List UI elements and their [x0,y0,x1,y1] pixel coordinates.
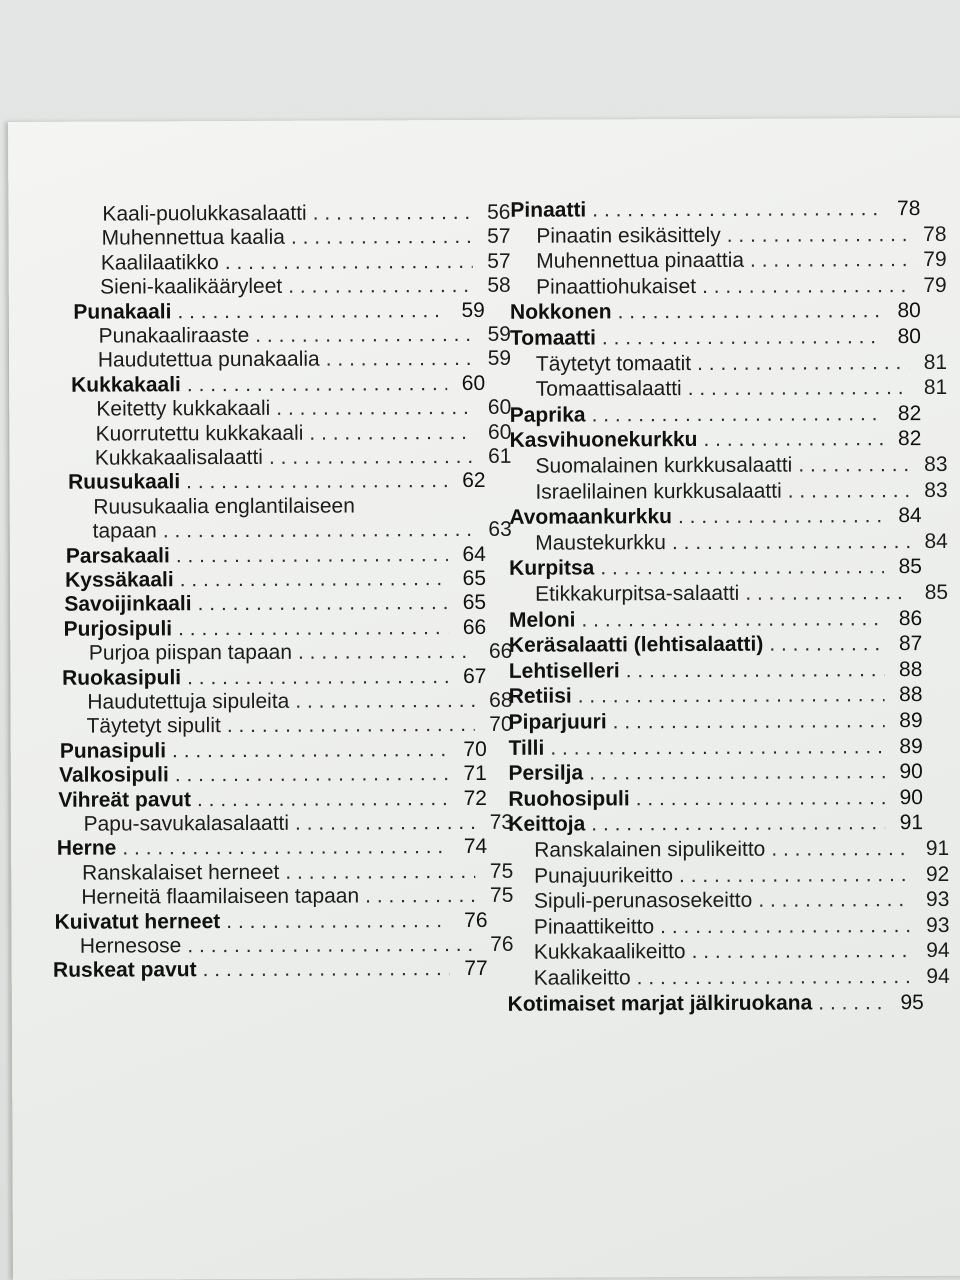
toc-entry-title: Ruskeat pavut [52,958,197,983]
dot-leader [702,273,909,300]
dot-leader [672,529,910,556]
dot-leader [697,350,909,377]
toc-entry-page-number: 92 [925,862,950,886]
dot-leader [187,664,448,691]
toc-entry-page-number: 71 [463,762,487,786]
toc-entry [508,938,950,966]
dot-leader [187,932,475,959]
toc-entry-page-number: 72 [463,786,487,810]
toc-entry-page-number: 88 [899,683,923,707]
toc-entry-page-number: 87 [898,632,923,656]
toc-entry-page-number: 60 [487,420,512,444]
toc-entry-title: Piparjuuri [508,710,607,734]
toc-entry-title: tapaan [92,519,157,543]
toc-entry-title: Kuorrutettu kukkakaali [95,421,304,446]
dot-leader [288,273,473,300]
toc-entry-title: Maustekurkku [535,530,667,555]
toc-entry-title: Sipuli-perunasosekeitto [533,888,753,913]
dot-leader [602,324,883,351]
book-page [8,118,960,1280]
dot-leader [177,298,446,325]
dot-leader [703,427,883,454]
toc-entry-title: Ruusukaalia englantilaiseen [93,494,355,519]
dot-leader [637,964,912,991]
dot-leader [600,555,884,582]
dot-leader [626,657,885,684]
toc-entry-page-number: 85 [898,555,922,579]
toc-entry-page-number: 63 [488,517,512,542]
toc-entry-title: Lehtiselleri [508,659,620,683]
toc-entry-title: Persilja [508,761,584,786]
toc-entry-page-number: 80 [897,299,921,323]
toc-entry-title: Paprika [509,403,586,427]
toc-entry [509,657,923,685]
toc-entry [509,452,947,480]
dot-leader [613,708,885,735]
dot-leader [276,395,473,422]
toc-entry-page-number: 81 [923,350,948,374]
dot-leader [589,759,885,786]
dot-leader [581,606,884,633]
toc-entry-page-number: 70 [463,737,487,761]
dot-leader [769,631,884,658]
toc-entry-page-number: 83 [924,478,948,502]
toc-entry [510,247,946,275]
toc-entry [510,298,921,326]
dot-leader [309,420,473,447]
toc-entry-title: Täytetyt tomaatit [535,351,692,376]
toc-entry-title: Ruohosipuli [508,787,630,811]
toc-entry-page-number: 60 [487,395,512,420]
dot-leader [745,580,910,607]
toc-entry-title: Purjosipuli [63,617,173,641]
toc-entry [509,631,923,659]
toc-entry-page-number: 84 [924,529,948,553]
toc-entry-title: Kukkakaalikeitto [533,940,686,965]
dot-leader [578,683,885,710]
toc-entry [509,708,923,736]
toc-entry-page-number: 59 [487,322,511,346]
dot-leader [180,566,448,593]
toc-entry-title: Parsakaali [65,543,170,568]
toc-entry [58,786,487,814]
dot-leader [678,503,884,530]
toc-entry-title: Sieni-kaalikääryleet [100,274,283,299]
toc-entry-title: Kuivatut herneet [54,909,221,934]
dot-leader [203,956,450,983]
dot-leader [285,859,475,886]
toc-entry-page-number: 64 [462,542,486,566]
toc-entry-title: Ranskalainen sipulikeitto [534,837,766,862]
toc-entry-page-number: 85 [924,580,949,605]
toc-entry-title: Kukkakaali [71,373,181,397]
dot-leader [295,810,475,837]
toc-entry-title: Retiisi [508,684,572,709]
toc-entry-title: Kaali-puolukkasalaatti [102,201,307,226]
toc-entry-page-number: 75 [489,859,514,883]
toc-entry [59,761,487,789]
toc-entry [64,615,487,643]
dot-leader [175,761,449,788]
toc-entry-title: Pinaatin esikäsittely [536,223,721,248]
toc-entry-page-number: 93 [925,888,950,912]
dot-leader [750,247,909,274]
toc-entry-page-number: 59 [461,298,485,322]
toc-entry-page-number: 66 [462,615,487,639]
toc-entry [71,371,485,399]
toc-entry [509,529,948,557]
dot-leader [592,401,884,428]
toc-entry-page-number: 90 [899,760,923,784]
toc-entry-page-number: 68 [489,688,513,712]
toc-entry [68,468,486,496]
dot-leader [592,196,882,223]
toc-entry-page-number: 76 [490,932,514,956]
dot-leader [591,811,885,838]
dot-leader [172,737,449,764]
toc-entry-title: Avomaankurkku [509,505,672,530]
toc-entry-page-number: 91 [899,811,924,835]
toc-entry [508,785,923,813]
dot-leader [617,299,882,326]
toc-entry [509,554,922,582]
toc-entry [508,734,922,762]
toc-entry-page-number: 58 [487,273,511,298]
dot-leader [198,590,449,617]
toc-entry-page-number: 57 [487,249,511,273]
dot-leader [269,444,474,471]
toc-entry [510,375,947,403]
toc-entry-page-number: 82 [897,427,922,451]
toc-entry-title: Ruokasipuli [62,665,182,690]
toc-entry-page-number: 66 [488,639,513,664]
toc-entry-title: Valkosipuli [59,763,169,787]
toc-entry-title: Nokkonen [509,300,612,325]
toc-entry [509,682,923,710]
toc-entry-title: Täytetyt sipulit [86,714,221,739]
toc-entry [62,664,486,692]
dot-leader [255,322,473,349]
toc-entry-title: Savoijinkaali [64,592,192,617]
toc-entry-page-number: 59 [487,347,512,371]
dot-leader [176,542,448,569]
toc-entry-page-number: 83 [924,452,948,477]
dot-leader [225,249,473,276]
toc-entry-title: Papu-savukalasalaatti [83,811,290,836]
toc-entry [510,196,920,224]
toc-entry-title: Punakaali [73,299,172,324]
toc-entry [510,222,946,250]
dot-leader [197,786,449,813]
toc-entry-page-number: 61 [488,444,512,468]
dot-leader [636,785,885,812]
dot-leader [186,468,448,495]
dot-leader [818,990,886,1016]
dot-leader [798,452,909,478]
toc-entry [508,964,950,992]
toc-entry [53,956,488,984]
dot-leader [163,517,474,544]
toc-entry-page-number: 76 [464,908,488,932]
toc-entry-title: Keitetty kukkakaali [96,397,271,421]
toc-entry-title: Ranskalaiset herneet [81,860,280,885]
toc-entry [509,606,922,634]
toc-entry [510,426,922,454]
dot-leader [688,375,910,402]
toc-entry-page-number: 91 [925,836,950,861]
toc-entry-page-number: 65 [462,566,487,591]
toc-entry-title: Keittoja [508,812,586,837]
toc-entry [508,887,949,915]
dot-leader [788,478,910,505]
toc-entry-title: Pinaattikeitto [533,914,655,939]
dot-leader [227,712,475,739]
toc-entry-page-number: 75 [489,883,514,908]
toc-entry-title: Hernesose [79,934,182,958]
toc-entry-page-number: 60 [461,371,486,395]
toc-entry-title: Kurpitsa [509,556,595,581]
toc-entry-page-number: 57 [487,225,511,249]
toc-entry-title: Keräsalaatti (lehtisalaatti) [508,632,764,658]
toc-entry-title: Pinaatti [510,198,587,222]
toc-entry-page-number: 62 [462,469,486,493]
toc-entry-title: Punakaaliraaste [98,323,250,348]
toc-entry-page-number: 84 [898,504,922,528]
toc-entry-title: Herne [56,836,117,861]
toc-entry-title: Herneitä flaamilaiseen tapaan [81,884,360,909]
dot-leader [771,836,911,863]
toc-entry-title: Muhennettua pinaattia [536,248,745,273]
toc-entry-title: Etikkakurpitsa-salaatti [535,581,740,606]
toc-entry-page-number: 79 [923,273,947,297]
dot-leader [178,615,448,642]
toc-entry [73,298,485,326]
toc-entry-page-number: 67 [462,664,487,688]
toc-entry-title: Pinaattiohukaiset [536,274,697,299]
toc-entry [65,566,486,594]
toc-entry [508,836,949,864]
toc-entry-page-number: 78 [896,197,921,221]
toc-entry-title: Meloni [508,608,576,632]
toc-entry [510,349,947,377]
dot-leader [692,938,912,965]
toc-entry-title: Tomaattisalaatti [535,377,682,401]
toc-entry-title: Kaalilaatikko [100,250,219,275]
dot-leader [187,371,447,398]
toc-entry-page-number: 89 [899,709,923,733]
toc-entry-page-number: 94 [926,939,950,963]
toc-entry-page-number: 70 [489,713,513,737]
toc-entry-title: Kaalikeitto [533,966,631,990]
dot-leader [298,639,474,666]
dot-leader [295,688,474,715]
toc-entry-page-number: 89 [899,734,923,758]
dot-leader [550,734,885,761]
toc-entry-page-number: 77 [464,957,488,981]
toc-entry [508,913,950,941]
toc-entry [508,861,949,889]
toc-entry-title: Kyssäkaali [65,568,174,592]
toc-entry [510,273,947,301]
toc-entry-page-number: 88 [898,657,923,681]
dot-leader [226,908,449,935]
toc-entry-page-number: 56 [486,200,511,224]
dot-leader [727,222,909,249]
toc-entry-title: Haudutettuja sipuleita [87,689,290,714]
dot-leader [313,200,473,227]
toc-entry [508,759,923,787]
toc-entry-page-number: 65 [462,591,487,615]
toc-entry-page-number: 82 [897,401,922,425]
toc-entry [509,503,922,531]
dot-leader [679,862,911,889]
toc-entry [510,401,922,429]
dot-leader [291,224,473,251]
toc-entry-page-number: 86 [898,606,923,630]
toc-entry [509,580,948,608]
dot-leader [758,887,911,914]
dot-leader [660,913,911,940]
toc-entry-page-number: 78 [923,222,947,246]
dot-leader [326,346,473,373]
toc-entry-title: Kukkakaalisalaatti [94,445,264,470]
toc-entry [508,810,923,838]
toc-entry [66,542,486,570]
toc-entry-title: Haudutettua punakaalia [97,348,320,373]
toc-entry-title: Suomalainen kurkkusalaatti [535,453,793,478]
toc-entry-title: Kotimaiset marjat jälkiruokana [507,991,813,1016]
toc-entry-title: Punajuurikeitto [534,863,674,888]
toc-entry-page-number: 80 [897,325,921,349]
dot-leader [365,883,475,909]
toc-entry-title: Ruusukaali [68,470,181,495]
toc-entry [509,477,947,505]
toc-entry-title: Purjoa piispan tapaan [88,640,293,665]
toc-entry [510,324,921,352]
toc-entry-title: Kasvihuonekurkku [509,428,698,453]
toc-entry-title: Punasipuli [59,739,167,763]
toc-entry-page-number: 73 [489,810,514,834]
toc-entry-page-number: 94 [926,964,950,989]
toc-entry-title: Tomaatti [509,326,596,350]
toc-entry-page-number: 79 [923,248,947,272]
toc-entry-title: Tilli [508,736,545,760]
toc-entry-title: Vihreät pavut [58,787,192,812]
toc-entry-page-number: 74 [463,835,488,859]
toc-entry-page-number: 93 [926,913,950,937]
toc-entry [508,990,924,1018]
toc-entry-title: Muhennettua kaalia [101,226,285,250]
toc-entry-page-number: 90 [899,785,923,809]
toc-entry [64,590,486,618]
dot-leader [122,834,449,861]
toc-entry-page-number: 95 [900,990,924,1014]
toc-entry-title: Israelilainen kurkkusalaatti [535,479,782,504]
toc-entry-page-number: 81 [923,376,948,400]
